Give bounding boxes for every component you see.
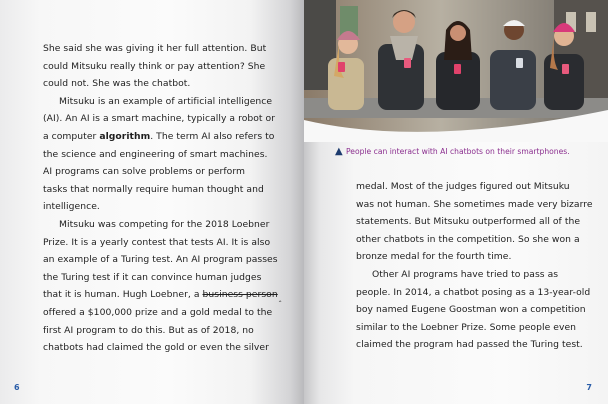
text-span: a computer <box>43 130 100 142</box>
text-line: offered a $100,000 prize and a gold medal to the <box>43 306 273 318</box>
text-line: people. In 2014, a chatbot posing as a 13-year-old <box>356 286 591 298</box>
photo-people-with-smartphones <box>304 0 608 142</box>
text-line: Other AI programs have tried to pass as <box>372 268 559 280</box>
text-line: could not. She was the chatbot. <box>43 78 191 90</box>
text-line: an example of a Turing test. An AI program passes <box>43 254 278 266</box>
text-span: . The term AI also refers to <box>150 130 275 142</box>
text-line: bronze medal for the fourth time. <box>356 251 512 263</box>
text-line: AI programs can solve problems or perform <box>43 166 246 178</box>
text-line: medal. Most of the judges figured out Mitsuku <box>356 181 570 192</box>
text-line: first AI program to do this. But as of 2018, no <box>43 324 254 336</box>
text-line-with-glossary <box>43 128 282 146</box>
text-line: Mitsuku is an example of artificial intelligence <box>59 95 273 107</box>
text-line-with-edit <box>43 286 282 304</box>
text-line: was not human. She sometimes made very bizarre <box>356 198 593 210</box>
caption-text: People can interact with AI chatbots on their smartphones. <box>346 147 570 156</box>
text-line: (AI). An AI is a smart machine, typically a robot or <box>43 113 276 125</box>
text-line: other chatbots in the competition. So she won a <box>356 233 580 245</box>
text-line: tasks that normally require human thought and <box>43 183 264 195</box>
text-line: boy named Eugene Goostman won a competition <box>356 304 586 316</box>
text-line: intelligence. <box>43 201 100 213</box>
struck-text: business person <box>202 289 278 301</box>
right-page-text <box>356 178 593 354</box>
text-line: the Turing test if it can convince human judges <box>43 271 262 283</box>
caption-arrow-icon: ▲ <box>335 146 343 157</box>
page-number: 7 <box>586 383 592 392</box>
right-page <box>304 0 608 404</box>
text-line: statements. But Mitsuku outperformed all of the <box>356 216 581 228</box>
text-line: claimed the program had passed the Turing test. <box>356 339 583 351</box>
left-page-text <box>43 40 282 357</box>
photo-caption <box>335 146 586 158</box>
text-line: the science and engineering of smart machines. <box>43 148 268 160</box>
text-line: Mitsuku was competing for the 2018 Loebner <box>59 218 270 230</box>
text-line: could Mitsuku really think or pay attention? She <box>43 60 266 72</box>
text-line: chatbots had claimed the gold or even the silver <box>43 342 269 354</box>
text-line: similar to the Loebner Prize. Some people even <box>356 321 577 333</box>
glossary-term: algorithm <box>99 130 151 142</box>
page-number: 6 <box>14 383 20 392</box>
text-span: that it is human. Hugh Loebner, a <box>43 289 203 301</box>
text-line: She said she was giving it her full attention. But <box>43 43 267 54</box>
text-line: Prize. It is a yearly contest that tests AI. It is also <box>43 236 271 248</box>
caret-mark-icon: ‸ <box>278 293 282 303</box>
